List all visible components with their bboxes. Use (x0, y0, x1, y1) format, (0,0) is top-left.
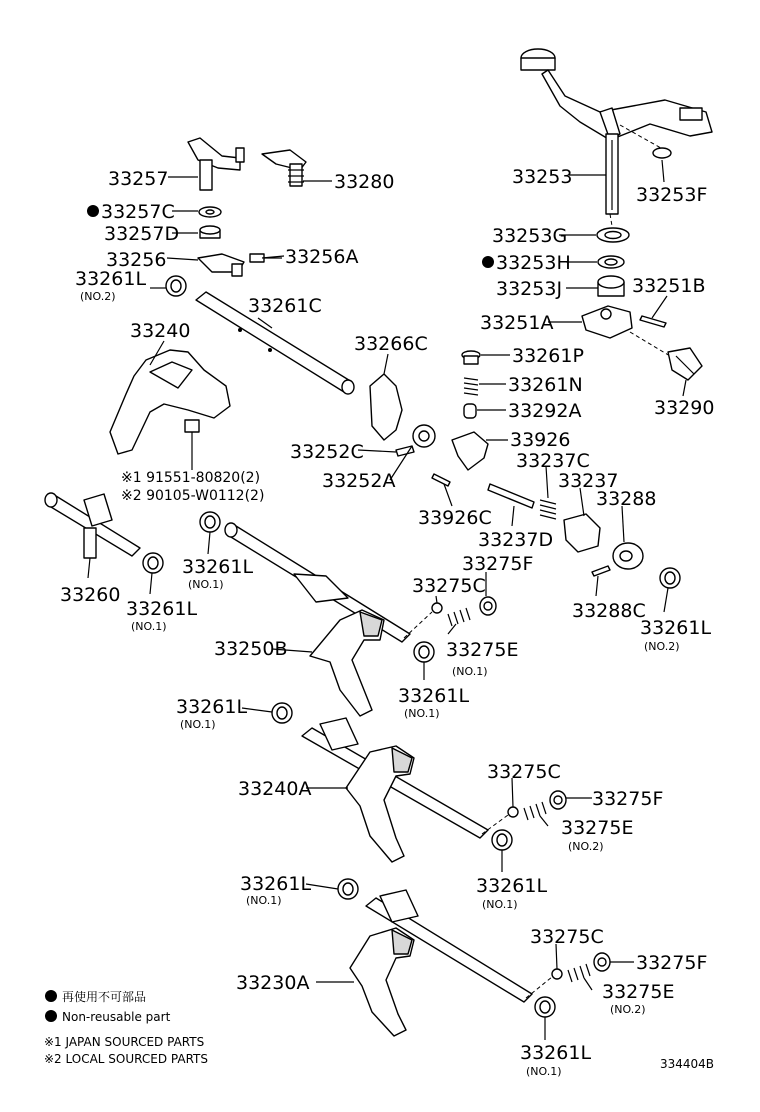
callout-33261l-h[interactable]: 33261L (240, 873, 312, 895)
part-33261l-bushing-d[interactable] (660, 568, 680, 588)
part-33275f-plug-c[interactable] (594, 953, 610, 971)
part-33288-head[interactable] (613, 543, 643, 569)
non-reusable-bullet (482, 256, 494, 268)
legend-bullet-icon (45, 1010, 57, 1022)
callout-33261c[interactable]: 33261C (248, 295, 322, 317)
callout-33257c[interactable]: 33257C (101, 201, 175, 223)
part-33253h-washer[interactable] (598, 256, 624, 268)
part-33288c-pin[interactable] (592, 566, 610, 576)
callout-33275e-a[interactable]: 33275E (446, 639, 519, 661)
callout-33261l-c-note: (NO.1) (131, 620, 167, 633)
callout-33261l-d-note: (NO.2) (644, 640, 680, 653)
callout-33251b[interactable]: 33251B (632, 275, 706, 297)
callout-33261l-g-note: (NO.1) (482, 898, 518, 911)
callout-33261l-i[interactable]: 33261L (520, 1042, 592, 1064)
callout-33261l-a-note: (NO.2) (80, 290, 116, 303)
part-33275f-plug-b[interactable] (550, 791, 566, 809)
callout-33240a[interactable]: 33240A (238, 778, 312, 800)
part-33292a-ball[interactable] (464, 404, 476, 418)
part-33266c-head[interactable] (370, 374, 402, 440)
part-33280-lever[interactable] (262, 150, 306, 186)
part-33275c-ball-b[interactable] (508, 807, 518, 817)
callout-33275e-c-note: (NO.2) (610, 1003, 646, 1016)
part-33290-switch[interactable] (630, 332, 702, 380)
part-33926-head[interactable] (452, 432, 488, 470)
non-reusable-bullet (87, 205, 99, 217)
callout-33275c-a[interactable]: 33275C (412, 575, 486, 597)
callout-33253f[interactable]: 33253F (636, 184, 708, 206)
part-33237d-shaft[interactable] (488, 484, 534, 508)
callout-33261p[interactable]: 33261P (512, 345, 584, 367)
part-33261p-plug[interactable] (462, 351, 480, 364)
callout-33275c-b[interactable]: 33275C (487, 761, 561, 783)
callout-33292a[interactable]: 33292A (508, 400, 582, 422)
callout-bolt-1[interactable]: ※1 91551-80820(2) (121, 470, 261, 486)
part-33237c-spring[interactable] (540, 500, 556, 519)
callout-33253h[interactable]: 33253H (496, 252, 571, 274)
part-33257-lever[interactable] (188, 138, 244, 190)
part-33251a-block[interactable] (582, 306, 632, 338)
part-33261l-bushing-a[interactable] (166, 276, 186, 296)
part-33240-shift-head[interactable] (110, 350, 230, 470)
callout-33288c[interactable]: 33288C (572, 600, 646, 622)
part-33252a-head[interactable] (413, 425, 435, 447)
legend-line-jp: 再使用不可部品 (62, 990, 147, 1004)
callout-33261l-g[interactable]: 33261L (476, 875, 548, 897)
callout-33237c[interactable]: 33237C (516, 450, 590, 472)
callout-33257d[interactable]: 33257D (104, 223, 180, 245)
legend-line-japan: ※1 JAPAN SOURCED PARTS (44, 1035, 205, 1049)
callout-33252a[interactable]: 33252A (322, 470, 396, 492)
callout-33261l-a[interactable]: 33261L (75, 268, 147, 290)
callout-33275c-c[interactable]: 33275C (530, 926, 604, 948)
part-33261l-bushing-f[interactable] (272, 703, 292, 723)
callout-33237[interactable]: 33237 (558, 470, 619, 492)
part-33261l-bushing-b[interactable] (200, 512, 220, 532)
legend (44, 989, 208, 1066)
diagram-code: 334404B (660, 1057, 715, 1071)
callout-33261l-f[interactable]: 33261L (176, 696, 248, 718)
part-33926c-pin[interactable] (432, 474, 450, 486)
part-33256-lever[interactable] (198, 254, 244, 276)
callout-33256a[interactable]: 33256A (285, 246, 359, 268)
callout-33275e-a-note: (NO.1) (452, 665, 488, 678)
part-33275c-ball-a[interactable] (432, 603, 442, 613)
legend-bullet-icon (45, 990, 57, 1002)
callout-33926[interactable]: 33926 (510, 429, 571, 451)
part-33261l-bushing-g[interactable] (492, 830, 512, 850)
callout-33275e-c[interactable]: 33275E (602, 981, 675, 1003)
callout-33261l-e[interactable]: 33261L (398, 685, 470, 707)
legend-line-local: ※2 LOCAL SOURCED PARTS (44, 1052, 208, 1066)
part-33275e-spring-b[interactable] (524, 802, 546, 820)
part-33240a-fork-shaft[interactable] (302, 718, 488, 862)
callout-33280[interactable]: 33280 (334, 171, 395, 193)
callout-33275f-a[interactable]: 33275F (462, 553, 534, 575)
callout-33251a[interactable]: 33251A (480, 312, 554, 334)
callout-33275f-c[interactable]: 33275F (636, 952, 708, 974)
callout-33261l-b-note: (NO.1) (188, 578, 224, 591)
callout-33260[interactable]: 33260 (60, 584, 121, 606)
callout-33237d[interactable]: 33237D (478, 529, 554, 551)
part-33230a-fork-shaft[interactable] (350, 890, 532, 1036)
part-33253g-washer[interactable] (597, 228, 629, 242)
part-33251b-pin[interactable] (640, 316, 666, 327)
callout-bolt-2[interactable]: ※2 90105-W0112(2) (121, 488, 265, 504)
callout-33288[interactable]: 33288 (596, 488, 657, 510)
legend-line-nonreusable: Non-reusable part (62, 1010, 171, 1024)
callout-33261l-c[interactable]: 33261L (126, 598, 198, 620)
callout-33240[interactable]: 33240 (130, 320, 191, 342)
callout-33266c[interactable]: 33266C (354, 333, 428, 355)
callout-33275e-b-note: (NO.2) (568, 840, 604, 853)
callout-33261l-b[interactable]: 33261L (182, 556, 254, 578)
callout-33253g[interactable]: 33253G (492, 225, 568, 247)
part-33257c-washer[interactable] (199, 207, 221, 217)
callout-33250b[interactable]: 33250B (214, 638, 288, 660)
part-33250b-fork-shaft[interactable] (225, 523, 410, 716)
part-33275e-spring-a[interactable] (448, 608, 470, 626)
callout-33261l-e-note: (NO.1) (404, 707, 440, 720)
callout-33926c[interactable]: 33926C (418, 507, 492, 529)
callout-33290[interactable]: 33290 (654, 397, 715, 419)
callout-33261l-d[interactable]: 33261L (640, 617, 712, 639)
part-33275e-spring-c[interactable] (568, 964, 590, 982)
part-33237-head[interactable] (564, 514, 600, 552)
callout-33261l-i-note: (NO.1) (526, 1065, 562, 1078)
part-33275c-ball-c[interactable] (552, 969, 562, 979)
callout-33256[interactable]: 33256 (106, 249, 167, 271)
part-33261l-bushing-i[interactable] (535, 997, 555, 1017)
part-33261l-bushing-c[interactable] (143, 553, 163, 573)
callout-33275f-b[interactable]: 33275F (592, 788, 664, 810)
part-33261l-bushing-h[interactable] (338, 879, 358, 899)
part-33261n-spring[interactable] (464, 378, 478, 395)
callout-33261l-f-note: (NO.1) (180, 718, 216, 731)
callout-33252c[interactable]: 33252C (290, 441, 364, 463)
callout-33261n[interactable]: 33261N (508, 374, 583, 396)
callout-33230a[interactable]: 33230A (236, 972, 310, 994)
callout-33275e-b[interactable]: 33275E (561, 817, 634, 839)
callout-33261l-h-note: (NO.1) (246, 894, 282, 907)
part-33275f-plug-a[interactable] (480, 597, 496, 615)
part-33261l-bushing-e[interactable] (414, 642, 434, 662)
part-33257d-washer[interactable] (200, 226, 220, 238)
callout-33253j[interactable]: 33253J (496, 278, 563, 300)
part-drawings (45, 49, 715, 1036)
callout-33253[interactable]: 33253 (512, 166, 573, 188)
callout-33257[interactable]: 33257 (108, 168, 169, 190)
part-33253j-bushing[interactable] (598, 276, 624, 296)
